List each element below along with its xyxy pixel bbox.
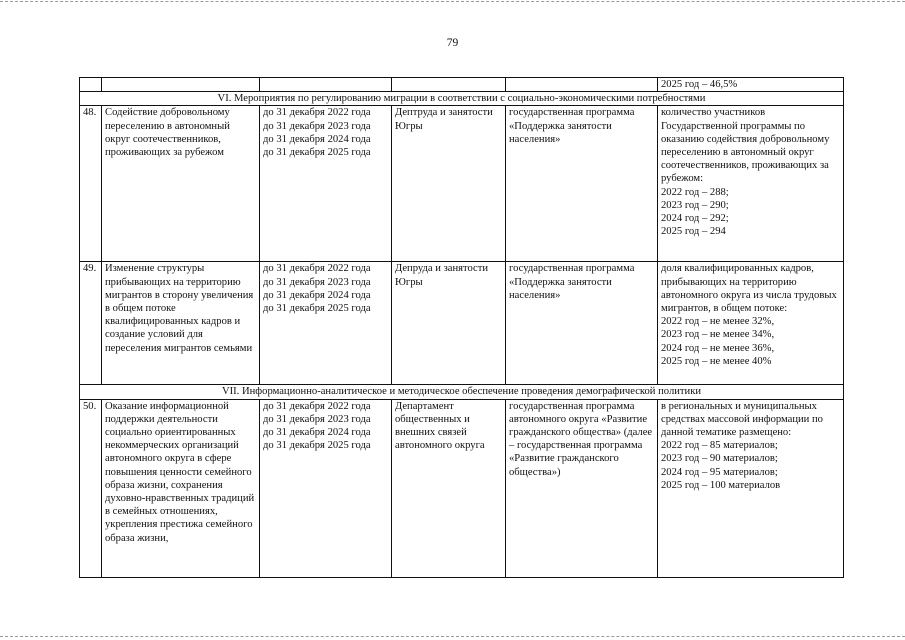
measure-name <box>102 106 260 262</box>
executor-cell <box>392 399 506 577</box>
program-cell <box>506 399 658 577</box>
section-vi-heading: VI. Мероприятия по регулированию миграции в соответствии с социально-экономическими потребностями <box>80 92 844 106</box>
indicator-text: доля квалифицированных кадров, прибывающих на территорию автономного округа из числа трудовых мигрантов, в общем потоке: <box>661 263 837 315</box>
deadlines-cell <box>260 399 392 577</box>
measure-name-text: Изменение структуры прибывающих на территорию мигрантов в сторону увеличения в общем потоке квалифицированных кадров и создание условий для переселения мигрантов семьями <box>105 263 254 354</box>
deadlines-cell <box>260 106 392 262</box>
row-number: 49. <box>80 262 102 385</box>
deadline: до 31 декабря 2025 года <box>263 440 371 452</box>
scan-edge-top <box>0 1 905 2</box>
executor-text: Департамент общественных и внешних связей автономного округа <box>395 400 485 452</box>
indicator-line: 2025 год – 100 материалов <box>661 479 781 491</box>
continuation-row <box>80 78 844 92</box>
measure-name-text: Содействие добровольному переселению в автономный округ соотечественников, проживающих за рубежом <box>105 107 230 159</box>
indicator-line: 2025 год – 294 <box>661 226 726 238</box>
measures-table <box>79 77 844 578</box>
cell-program <box>506 78 658 92</box>
indicator-text: количество участников Государственной программы по оказанию содействия добровольному переселению в автономный округ соотечественников, проживающих за рубежом: <box>661 107 830 185</box>
deadline: до 31 декабря 2025 года <box>263 147 371 159</box>
program-text: государственная программа «Поддержка занятости населения» <box>509 263 635 301</box>
deadline: до 31 декабря 2022 года <box>263 263 371 275</box>
cell-executor <box>392 78 506 92</box>
indicator-line: 2022 год – 288; <box>661 186 729 198</box>
program-text: государственная программа «Поддержка занятости населения» <box>509 107 635 145</box>
row-number: 48. <box>80 106 102 262</box>
indicator-text: в региональных и муниципальных средствах массовой информации по данной тематике размещено: <box>661 400 823 439</box>
indicators-cell <box>658 262 844 385</box>
deadline: до 31 декабря 2024 года <box>263 133 371 145</box>
program-cell <box>506 106 658 262</box>
indicator-line: 2024 год – 95 материалов; <box>661 466 778 478</box>
deadlines-cell <box>260 262 392 385</box>
table-row-48 <box>80 106 844 262</box>
indicator-line: 2022 год – 85 материалов; <box>661 440 778 452</box>
indicators-cell <box>658 106 844 262</box>
indicator-line: 2022 год – не менее 32%, <box>661 316 775 328</box>
measure-name <box>102 262 260 385</box>
measure-name <box>102 399 260 577</box>
executor-cell <box>392 262 506 385</box>
indicator-line: 2025 год – не менее 40% <box>661 355 772 367</box>
cell-num <box>80 78 102 92</box>
executor-cell <box>392 106 506 262</box>
measure-name-text: Оказание информационной поддержки деятельности социально ориентированных некоммерческих организаций автономного округа в сфере повышения ценности семейного образа жизни, сохранения духовно-нравственных традиций в семейных отношениях, укрепления престижа семейного образа жизни, <box>105 400 255 544</box>
deadline: до 31 декабря 2022 года <box>263 107 371 119</box>
deadline: до 31 декабря 2025 года <box>263 303 371 315</box>
table-row-50 <box>80 399 844 577</box>
indicators-cell <box>658 399 844 577</box>
deadline: до 31 декабря 2023 года <box>263 413 371 425</box>
deadline: до 31 декабря 2023 года <box>263 276 371 288</box>
cell-deadlines <box>260 78 392 92</box>
indicator-line: 2023 год – не менее 34%, <box>661 329 775 341</box>
section-vii-row <box>80 385 844 399</box>
row-number: 50. <box>80 399 102 577</box>
section-vii-heading: VII. Информационно-аналитическое и методическое обеспечение проведения демографической политики <box>80 385 844 399</box>
cell-name <box>102 78 260 92</box>
executor-text: Депруда и занятости Югры <box>395 263 489 288</box>
scan-edge-bottom <box>0 636 905 637</box>
deadline: до 31 декабря 2024 года <box>263 289 371 301</box>
indicator-line: 2023 год – 90 материалов; <box>661 453 778 465</box>
indicator-line: 2025 год – 46,5% <box>661 79 738 90</box>
executor-text: Дептруда и занятости Югры <box>395 107 493 132</box>
deadline: до 31 декабря 2024 года <box>263 427 371 439</box>
deadline: до 31 декабря 2022 года <box>263 400 371 412</box>
cell-indicators <box>658 78 844 92</box>
program-text: государственная программа автономного округа «Развитие гражданского общества» (далее – государственная программа «Развитие гражданского общества») <box>509 400 653 478</box>
indicator-line: 2024 год – не менее 36%, <box>661 342 775 354</box>
table-row-49 <box>80 262 844 385</box>
page-number: 79 <box>446 37 459 49</box>
deadline: до 31 декабря 2023 года <box>263 120 371 132</box>
section-vi-row <box>80 92 844 106</box>
indicator-line: 2024 год – 292; <box>661 213 729 225</box>
indicator-line: 2023 год – 290; <box>661 199 729 211</box>
program-cell <box>506 262 658 385</box>
